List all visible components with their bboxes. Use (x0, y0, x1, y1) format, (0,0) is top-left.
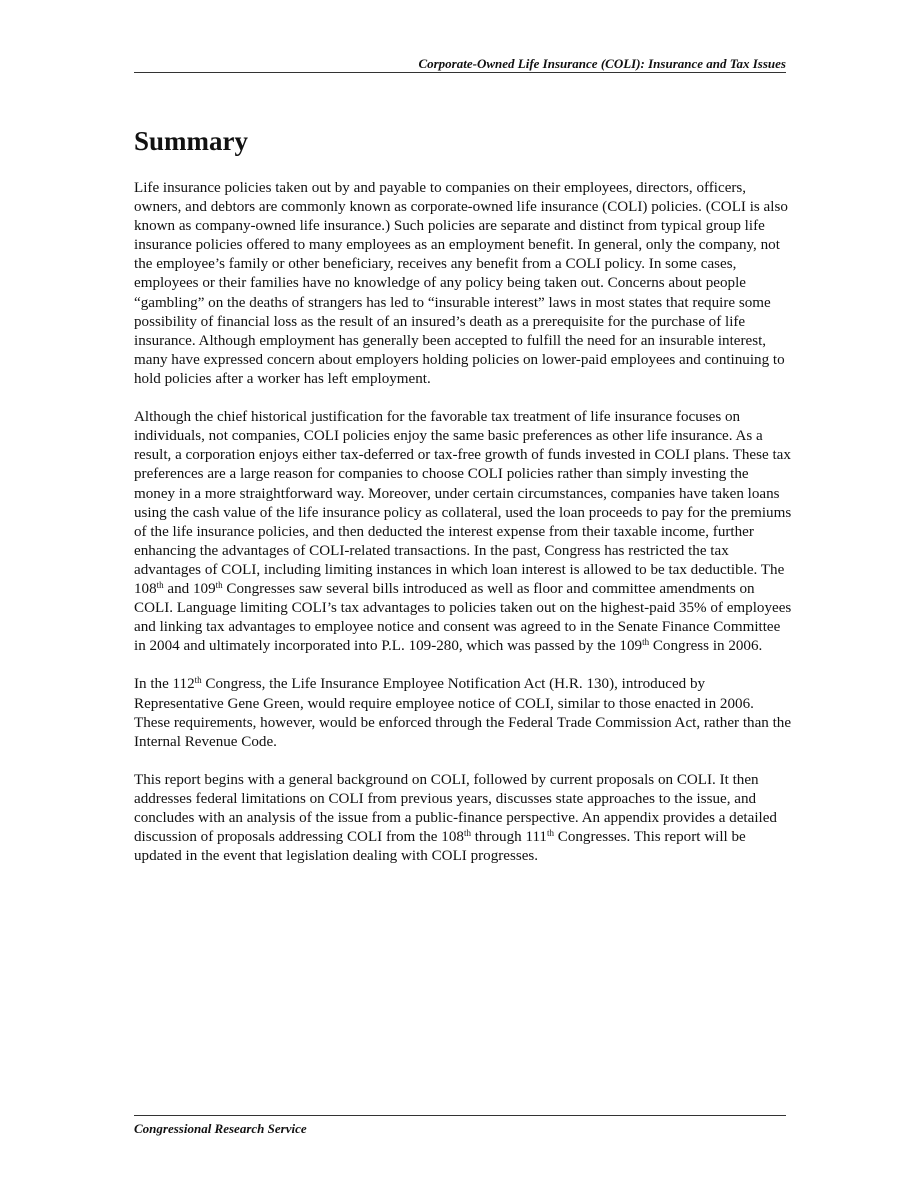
paragraph-3-text: In the 112 (134, 676, 195, 693)
running-footer: Congressional Research Service (134, 1121, 307, 1136)
paragraph-3-text: Congress, the Life Insurance Employee Notification Act (H.R. 130), introduced by Representative Gene Green, would require employee notice of COLI, similar to those enacted in 2006. These requirements, however, would be enforced through the Federal Trade Commission Act, rather than the Internal Revenue Code. (134, 676, 792, 750)
paragraph-2-text: Congresses saw several bills introduced as well as floor and committee amendments on COLI. Language limiting COLI’s tax advantages to policies taken out on the highest-paid 35% of employees and linking tax advantages to employee notice and consent was agreed to in the Senate Finance Committee in 2004 and ultimately incorporated into P.L. 109-280, which was passed by the 109 (134, 580, 792, 655)
header-divider (134, 72, 786, 73)
paragraph-3 (134, 675, 792, 751)
paragraph-4-text: through 111 (470, 829, 547, 846)
summary-body (134, 179, 792, 885)
paragraph-2-text: Congress in 2006. (649, 638, 763, 655)
paragraph-2-text: Although the chief historical justification for the favorable tax treatment of life insurance focuses on individuals, not companies, COLI policies enjoy the same basic preferences as other life insurance. As a result, a corporation enjoys either tax-deferred or tax-free growth of funds invested in COLI plans. These tax preferences are a large reason for companies to choose COLI policies rather than simply investing the money in a more straightforward way. Moreover, under certain circumstances, companies have taken loans using the cash value of the life insurance policy as collateral, used the loan proceeds to pay for the premiums of the life insurance policies, and then deducted the interest expense from their taxable income, further enhancing the advantages of COLI-related transactions. In the past, Congress has restricted the tax advantages of COLI, including limiting instances in which loan interest is allowed to be tax deductible. The 108 (134, 409, 792, 597)
paragraph-2 (134, 408, 792, 656)
paragraph-4-text: Congresses. This report will be updated in the event that legislation dealing with COLI progresses. (134, 829, 746, 865)
ordinal-suffix: th (642, 637, 650, 648)
paragraph-4-text: This report begins with a general background on COLI, followed by current proposals on COLI. It then addresses federal limitations on COLI from previous years, discusses state approaches to the issue, and concludes with an analysis of the issue from a public-finance perspective. An appendix provides a detailed discussion of proposals addressing COLI from the 108 (134, 771, 777, 846)
ordinal-suffix: th (156, 579, 164, 590)
paragraph-2-text: and 109 (163, 580, 216, 597)
ordinal-suffix: th (194, 675, 202, 686)
paragraph-4 (134, 771, 792, 866)
page-title: Summary (134, 126, 248, 156)
ordinal-suffix: th (546, 828, 554, 839)
ordinal-suffix: th (215, 579, 223, 590)
running-header: Corporate-Owned Life Insurance (COLI): Insurance and Tax Issues (418, 56, 786, 71)
footer-divider (134, 1115, 786, 1116)
ordinal-suffix: th (463, 828, 471, 839)
paragraph-1: Life insurance policies taken out by and payable to companies on their employees, directors, officers, owners, and debtors are commonly known as corporate-owned life insurance (COLI) policies. (COLI is also known as company-owned life insurance.) Such policies are separate and distinct from typical group life insurance policies offered to many employees as an employment benefit. In general, only the company, not the employee’s family or other beneficiary, receives any benefit from a COLI policy. In some cases, employees or their families have no knowledge of any policy being taken out. Concerns about people “gambling” on the deaths of strangers has led to “insurable interest” laws in most states that require some possibility of financial loss as the result of an insured’s death as a prerequisite for the purchase of life insurance. Although employment has generally been accepted to fulfill the need for an insurable interest, many have expressed concern about employers holding policies on lower-paid employees and continuing to hold policies after a worker has left employment. (134, 180, 788, 387)
